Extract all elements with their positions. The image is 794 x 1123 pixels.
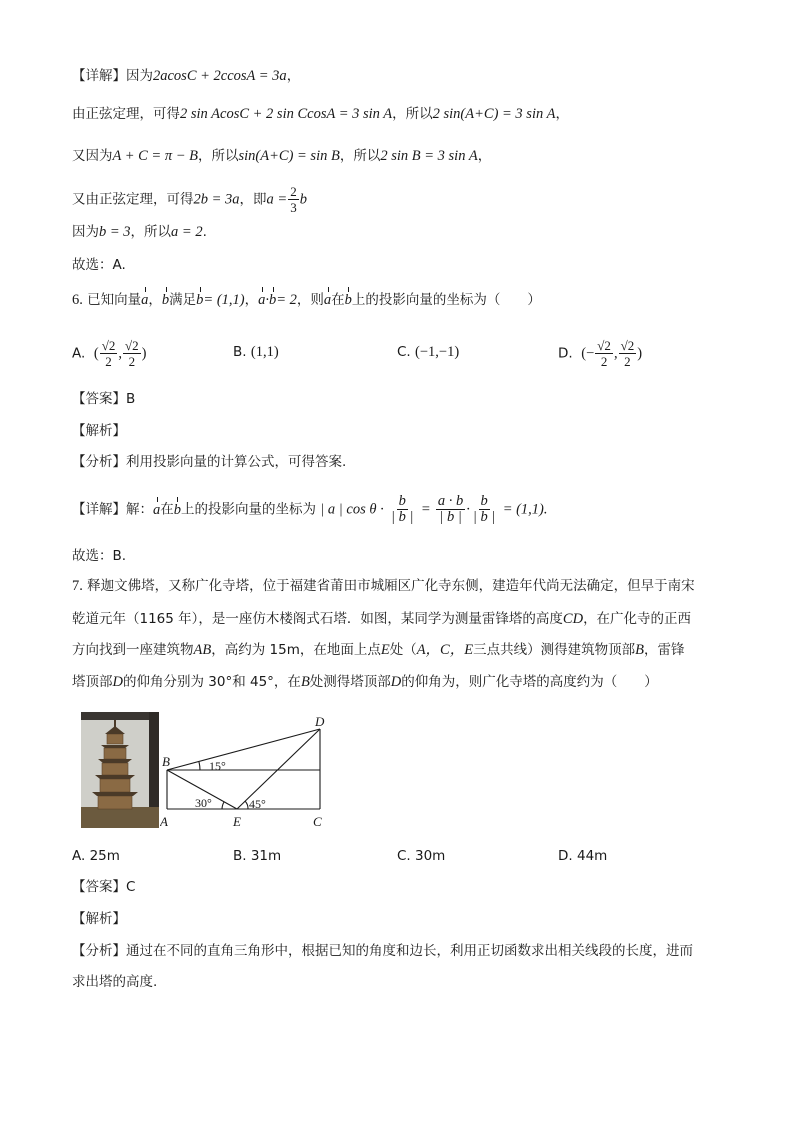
arc-30 [222, 802, 224, 809]
label-angle-45: 45° [249, 797, 266, 811]
q6-option-b[interactable]: B. (1,1) [233, 344, 279, 360]
q7-analysis-tag: 【解析】 [72, 911, 126, 927]
detail-line-2: 由正弦定理，可得2 sin AcosC + 2 sin CcosA = 3 sin A，所以2 sin(A+C) = 3 sin A， [72, 106, 569, 122]
pagoda-image [81, 712, 159, 828]
detail-line-4: 又由正弦定理，可得2b = 3a，即a = $\frac{2}{3}$ b [72, 184, 307, 215]
q7-line-3: 方向找到一座建筑物AB，高约为 15m，在地面上点E处（A，C，E三点共线）测得建筑物顶部B，雷锋 [72, 642, 685, 658]
q7-option-d[interactable]: D. 44m [558, 848, 608, 864]
vector-b: b [161, 292, 170, 308]
label-e: E [233, 814, 241, 829]
label-c: C [313, 814, 322, 829]
label-angle-30: 30° [195, 796, 212, 810]
q7-analysis-2: 求出塔的高度. [72, 974, 158, 990]
arc-45 [245, 801, 248, 809]
q6-analysis-tag: 【解析】 [72, 423, 126, 439]
q6-option-c[interactable]: C. (−1,−1) [397, 344, 460, 360]
fraction: $\frac{2}{3}$ [290, 184, 297, 215]
q7-option-b[interactable]: B. 31m [233, 848, 282, 864]
q6-choice: 故选：B. [72, 548, 127, 564]
label-angle-15: 15° [209, 759, 226, 773]
q7-line-4: 塔顶部D的仰角分别为 30°和 45°，在B处测得塔顶部D的仰角为，则广化寺塔的高度约为（ ） [72, 674, 658, 690]
q6-analysis: 【分析】利用投影向量的计算公式，可得答案. [72, 454, 347, 470]
label-a: A [160, 814, 168, 829]
detail-line-1: 【详解】因为2acosC + 2ccosA = 3a， [72, 68, 301, 84]
pagoda-photo [81, 712, 159, 828]
q7-option-c[interactable]: C. 30m [397, 848, 446, 864]
question-6-stem: 6. 已知向量a，b满足b= (1,1)，a·b= 2，则a在b上的投影向量的坐标为（ ） [72, 292, 541, 308]
q7-analysis-1: 【分析】通过在不同的直角三角形中，根据已知的角度和边长，利用正切函数求出相关线段的长度，进而 [72, 943, 693, 959]
q7-answer: 【答案】C [72, 879, 136, 895]
q6-answer: 【答案】B [72, 391, 136, 407]
q6-option-d[interactable]: D. (− $\frac{√2}{2}$ , $\frac{√2}{2}$ ) [558, 338, 643, 369]
detail-line-3: 又因为A + C = π − B，所以sin(A+C) = sin B，所以2 sin B = 3 sin A， [72, 148, 492, 164]
arc-15 [199, 762, 200, 770]
q6-option-a[interactable]: A. ( $\frac{√2}{2}$ , $\frac{√2}{2}$ ) [72, 338, 147, 369]
choice-a: 故选：A. [72, 257, 126, 273]
label-d: D [315, 714, 325, 729]
geometry-figure [160, 712, 335, 832]
detail-tag: 【详解】 [72, 68, 126, 84]
label-b: B [162, 754, 170, 769]
vector-a: a [141, 292, 149, 308]
q6-detail: 【详解】解：a在b上的投影向量的坐标为 | a | cos θ · $\frac{b}{| b |}$ = $\frac{a \cdot b}{| b |}$ · $\frac{b}{| b |}$ = (1,1). [72, 493, 548, 525]
segment-bd [167, 729, 320, 770]
detail-line-5: 因为b = 3，所以a = 2. [72, 224, 207, 240]
q7-line-1: 7. 释迦文佛塔，又称广化寺塔，位于福建省莆田市城厢区广化寺东侧，建造年代尚无法确定，但早于南宋 [72, 578, 695, 594]
q7-option-a[interactable]: A. 25m [72, 848, 120, 864]
q7-line-2: 乾道元年（1165 年），是一座仿木楼阁式石塔．如图，某同学为测量雷锋塔的高度CD，在广化寺的正西 [72, 611, 692, 627]
